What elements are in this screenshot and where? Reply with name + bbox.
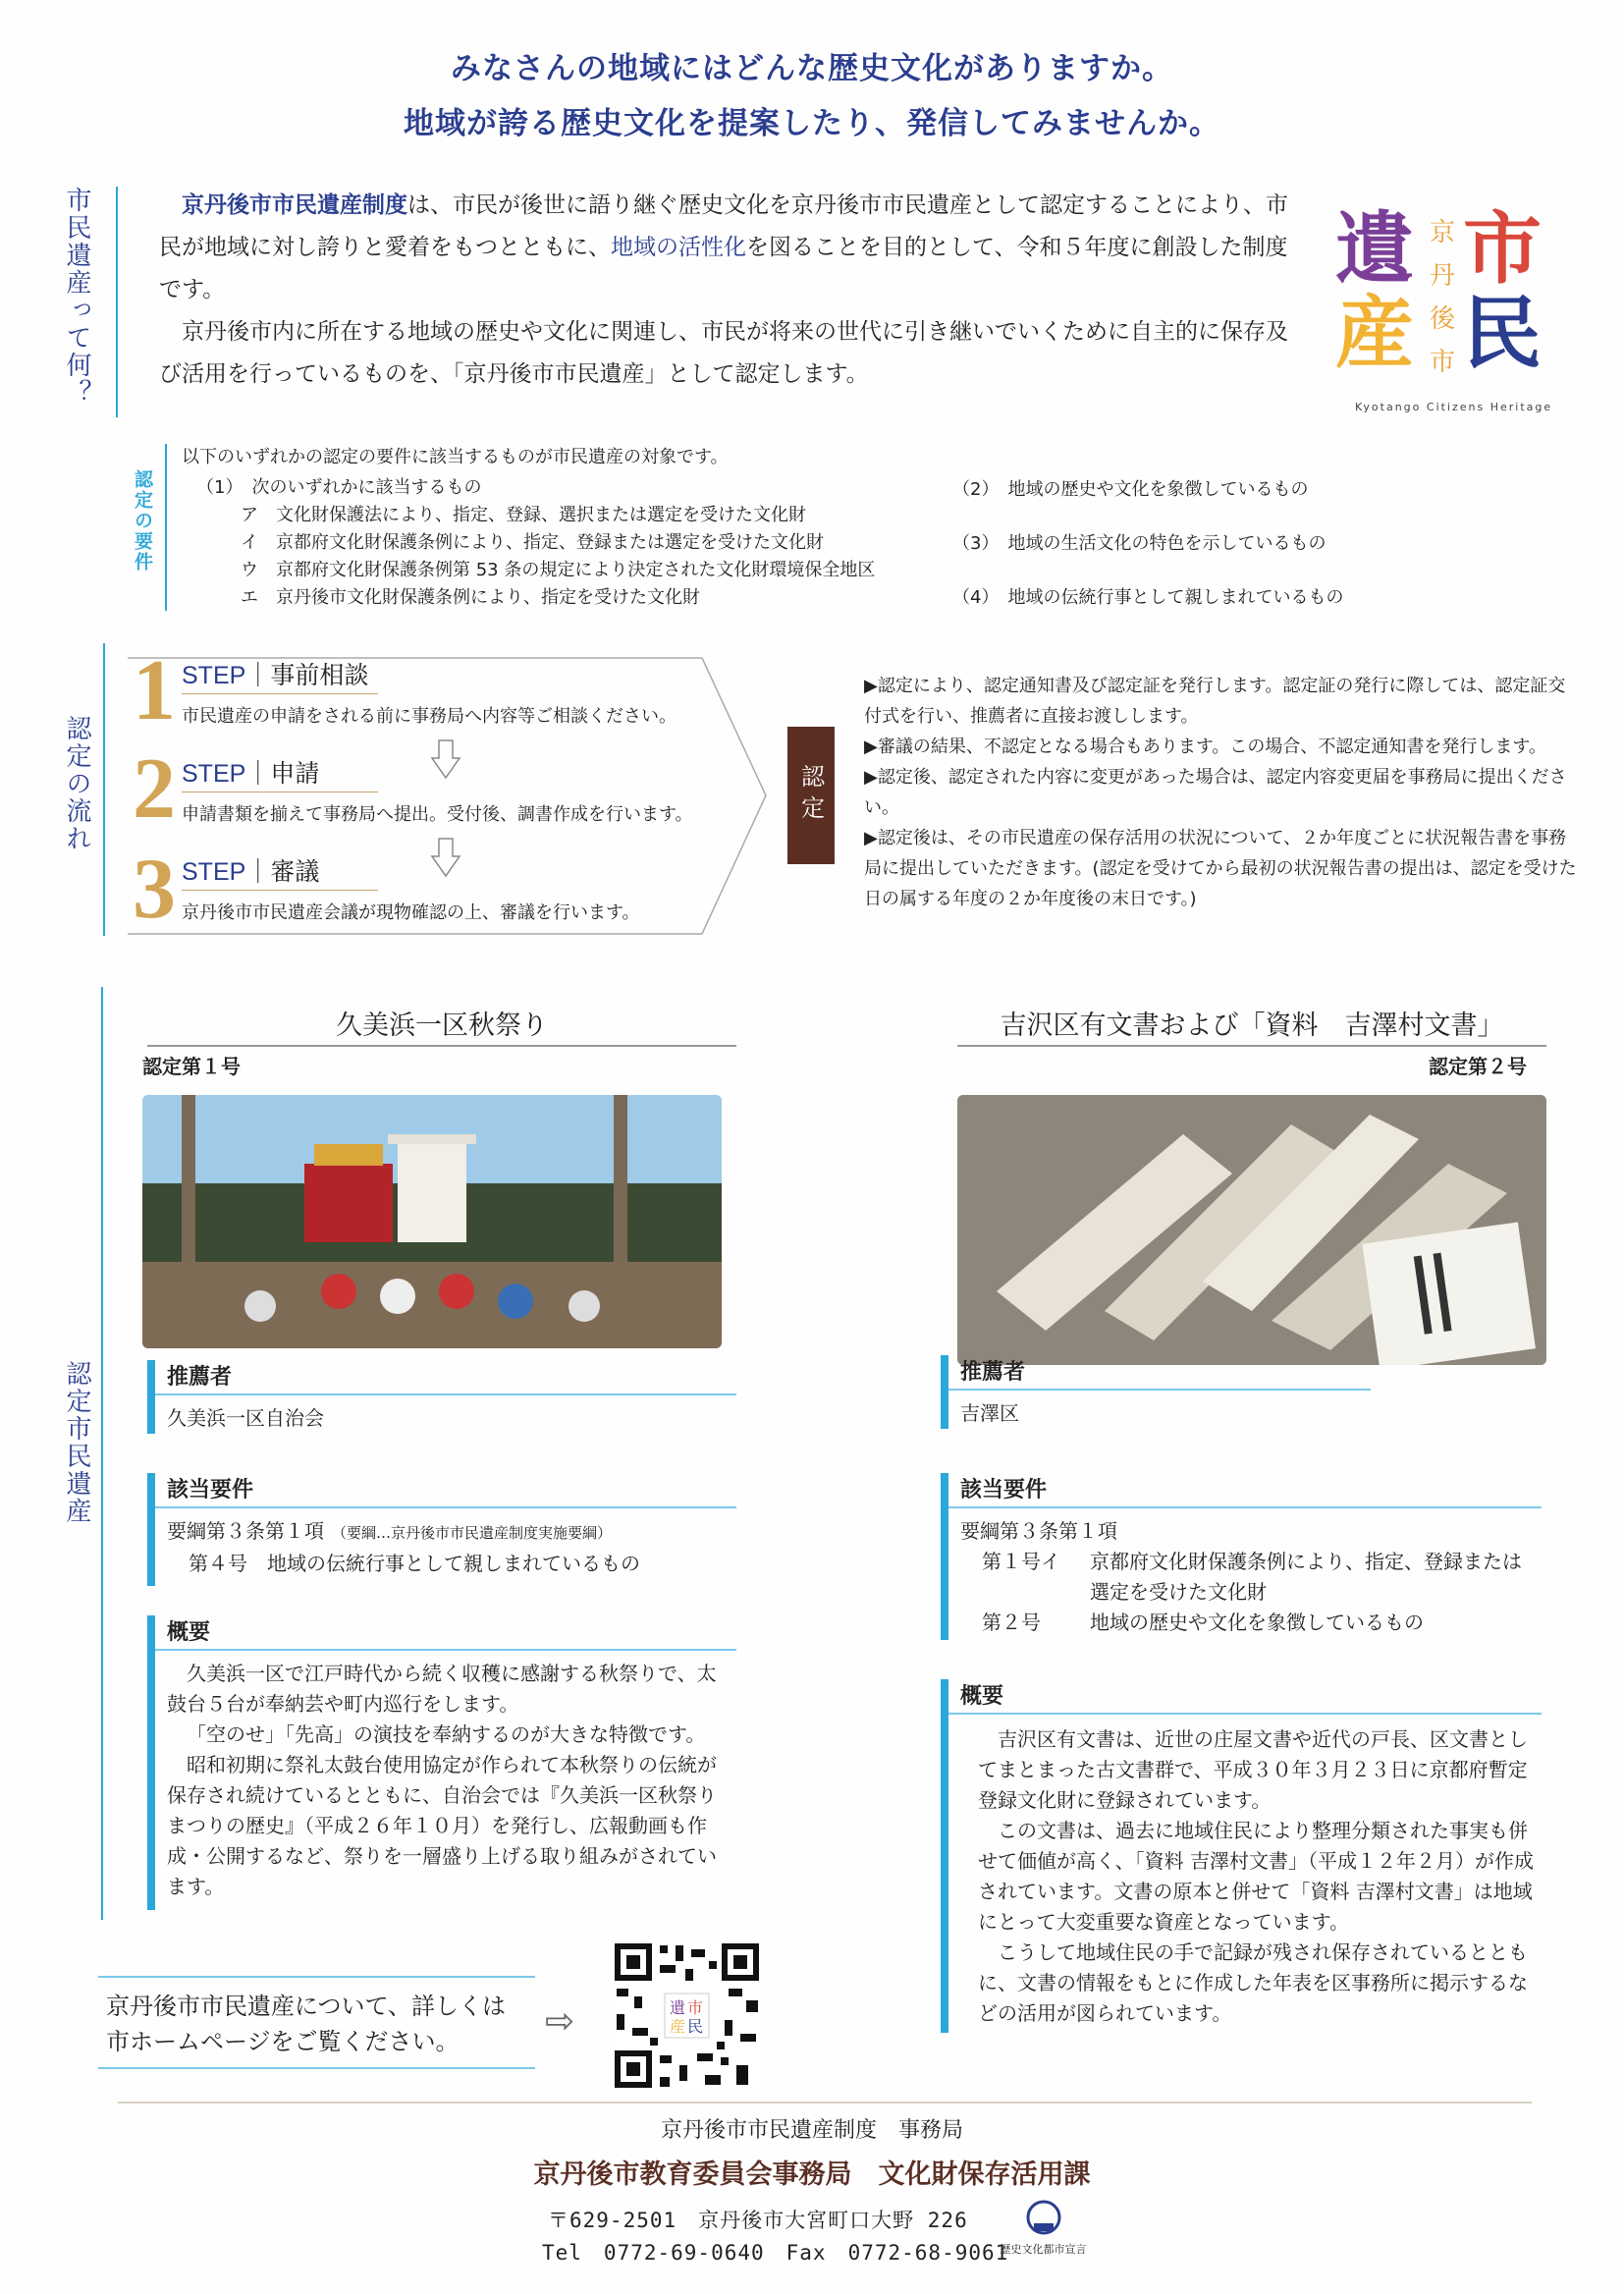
logo-char-shi-small: 市 — [1430, 348, 1456, 377]
step-2-desc: 申請書類を揃えて事務局へ提出。受付後、調書作成を行います。 — [182, 804, 693, 825]
cert-1-overview-p2: 「空のせ」「先高」の演技を奉納するのが大きな特徴です。 — [187, 1722, 706, 1746]
footer-line-1: 京丹後市市民遺産制度 事務局 — [660, 2118, 963, 2143]
info-text — [106, 1989, 506, 2059]
header-line-1: みなさんの地域にはどんな歴史文化がありますか。 — [451, 51, 1173, 86]
footer-tel: Tel 0772-69-0640 Fax 0772-68-9061 — [542, 2241, 1009, 2265]
nintei-box: 認定 — [787, 727, 835, 864]
intro-text — [159, 185, 1288, 396]
info-top-line — [98, 1976, 535, 1978]
flow-note-1: ▶認定により、認定通知書及び認定証を発行します。認定証の発行に際しては、認定証交付式を行い、推薦者に直接お渡しします。 — [864, 676, 1566, 727]
info-bottom-line — [98, 2067, 535, 2069]
intro-p1-b: を図ることを目的として、令和５年度に創設した制度です。 — [159, 235, 1288, 302]
history-city-badge — [987, 2198, 1100, 2276]
requirement-1-c: ウ 京都府文化財保護条例第 53 条の規定により決定された文化財環境保全地区 — [241, 560, 876, 580]
requirement-2: （2） 地域の歴史や文化を象徴しているもの — [952, 479, 1309, 500]
cert-1-recommender-heading: 推薦者 — [155, 1360, 736, 1395]
cert-1-photo — [142, 1095, 722, 1348]
cert-1-number: 認定第１号 — [142, 1055, 241, 1078]
cert-2-req-heading: 該当要件 — [948, 1473, 1542, 1508]
step-2-title: STEP｜申請 — [182, 754, 378, 792]
info-text-1: 京丹後市市民遺産について、詳しくは — [106, 1993, 507, 2020]
documents-photo-illustration — [957, 1095, 1546, 1365]
cert-2-req-sub1: 京都府文化財保護条例により、指定、登録または選定を受けた文化財 — [1090, 1550, 1522, 1604]
badge-text: 歴史文化都市宣言 — [1000, 2243, 1087, 2256]
flow-side-label: 認定の流れ — [62, 715, 91, 852]
cert-2-overview-box — [941, 1679, 1542, 2033]
cert-2-overview-heading: 概要 — [948, 1679, 1542, 1715]
down-arrow-icon — [430, 837, 461, 878]
cert-1-overview-heading: 概要 — [155, 1615, 736, 1651]
cert-1-recommender-box — [147, 1360, 736, 1434]
what-is-side-label: 市民遺産って何？ — [62, 187, 91, 407]
svg-text:産: 産 — [670, 2017, 686, 2036]
flow-notes — [864, 671, 1581, 914]
requirements-divider — [165, 444, 167, 611]
step-3-number: 3 — [133, 842, 176, 937]
logo-char-shi: 市 — [1463, 202, 1542, 295]
cert-1-overview-box — [147, 1615, 736, 1910]
step-3-desc: 京丹後市市民遺産会議が現物確認の上、審議を行います。 — [182, 902, 640, 923]
cert-2-photo — [957, 1095, 1546, 1365]
cert-2-number: 認定第２号 — [1429, 1055, 1527, 1078]
step-1-title: STEP｜事前相談 — [182, 656, 378, 694]
cert-1-recommender: 久美浜一区自治会 — [167, 1406, 324, 1430]
cert-2-recommender-heading: 推薦者 — [948, 1355, 1371, 1391]
certified-divider — [101, 987, 103, 1920]
cert-1-overview-p1: 久美浜一区で江戸時代から続く収穫に感謝する秋祭りで、太鼓台５台が奉納芸や町内巡行をします。 — [167, 1662, 717, 1716]
intro-highlight: 地域の活性化 — [611, 235, 746, 260]
cert-1-req-sub: 第４号 地域の伝統行事として親しまれているもの — [189, 1552, 640, 1575]
step-3-label: 審議 — [270, 857, 320, 886]
step-3-title: STEP｜審議 — [182, 852, 378, 891]
info-text-2: 市ホームページをご覧ください。 — [106, 2028, 460, 2055]
logo-char-i: 遺 — [1335, 202, 1414, 295]
requirement-1: （1） 次のいずれかに該当するもの — [196, 477, 482, 498]
footer-line-2: 京丹後市教育委員会事務局 文化財保存活用課 — [533, 2159, 1091, 2190]
flow-divider — [103, 643, 105, 936]
flow-note-4: ▶認定後は、その市民遺産の保存活用の状況について、２か年度ごとに状況報告書を事務局に提出していただきます。(認定を受けてから最初の状況報告書の提出は、認定を受けた日の属する年度の２か年度後の末日です。) — [864, 828, 1577, 909]
footer-top-line — [118, 2102, 1532, 2103]
intro-p2: 京丹後市内に所在する地域の歴史や文化に関連し、市民が将来の世代に引き継いでいくために自主的に保存及び活用を行っているものを、「京丹後市市民遺産」として認定します。 — [159, 319, 1288, 387]
svg-text:民: 民 — [687, 2017, 704, 2036]
cert-1-req-main: 要綱第３条第１項 — [167, 1519, 324, 1543]
festival-photo-illustration — [142, 1095, 722, 1348]
down-arrow-icon — [430, 738, 461, 780]
step-2-number: 2 — [133, 741, 176, 837]
logo-char-min: 民 — [1463, 287, 1542, 379]
svg-text:市: 市 — [687, 1998, 704, 2017]
cert-2-overview-p3: こうして地域住民の手で記録が残され保存されているとともに、文書の情報をもとに作成した年表を区事務所に掲示するなどの活用が図られています。 — [978, 1940, 1528, 2025]
intro-lead: 京丹後市市民遺産制度 — [182, 192, 407, 218]
requirement-3: （3） 地域の生活文化の特色を示しているもの — [952, 533, 1326, 554]
step-2-label: 申請 — [270, 759, 320, 788]
step-1-label: 事前相談 — [270, 661, 369, 689]
step-1-word: STEP — [182, 662, 246, 689]
requirement-1-a: ア 文化財保護法により、指定、登録、選択または選定を受けた文化財 — [241, 505, 806, 525]
flow-note-3: ▶認定後、認定された内容に変更があった場合は、認定内容変更届を事務局に提出ください。 — [864, 767, 1567, 818]
cert-2-req-sub2-no: 第２号 — [982, 1611, 1041, 1634]
requirements-intro: 以下のいずれかの認定の要件に該当するものが市民遺産の対象です。 — [182, 447, 729, 467]
cert-1-overview-p3: 昭和初期に祭礼太鼓台使用協定が作られて本秋祭りの伝統が保存され続けているとともに、自治会では『久美浜一区秋祭り まつりの歴史』（平成２６年１０月）を発行し、広報動画も作成・公開するなど、祭りを一層盛り上げる取り組みがされています。 — [167, 1753, 717, 1898]
qr-code[interactable] — [611, 1939, 763, 2092]
cert-2-overview-p1: 吉沢区有文書は、近世の庄屋文書や近代の戸長、区文書としてまとまった古文書群で、平成３０年３月２３日に京都府暫定登録文化財に登録されています。 — [978, 1727, 1528, 1812]
requirements-side-label: 認定の要件 — [132, 469, 153, 573]
cert-1-title-underline — [147, 1045, 736, 1047]
header-line-2: 地域が誇る歴史文化を提案したり、発信してみませんか。 — [404, 106, 1220, 141]
cert-2-overview-p2: この文書は、過去に地域住民により整理分類された事実も併せて価値が高く、「資料 吉澤村文書」（平成１２年２月）が作成されています。文書の原本と併せて「資料 吉澤村文書」は地域にとって大変重要な資産となっています。 — [978, 1819, 1534, 1934]
right-arrow-icon: ⇨ — [545, 2001, 575, 2042]
cert-2-recommender: 吉澤区 — [960, 1401, 1019, 1425]
cert-2-recommender-box — [941, 1355, 1542, 1429]
cert-2-req-sub2: 地域の歴史や文化を象徴しているもの — [1090, 1611, 1424, 1634]
logo-char-go: 後 — [1430, 304, 1456, 334]
step-1-desc: 市民遺産の申請をされる前に事務局へ内容等ご相談ください。 — [182, 706, 677, 727]
badge-emblem-icon — [1024, 2198, 1063, 2237]
step-3-word: STEP — [182, 858, 246, 886]
requirement-1-d: エ 京丹後市文化財保護条例により、指定を受けた文化財 — [241, 587, 700, 608]
requirement-4: （4） 地域の伝統行事として親しまれているもの — [952, 587, 1344, 608]
requirement-1-b: イ 京都府文化財保護条例により、指定、登録または選定を受けた文化財 — [241, 532, 824, 553]
cert-2-req-box — [941, 1473, 1542, 1640]
cert-2-title-underline — [957, 1045, 1546, 1047]
logo-char-san: 産 — [1335, 287, 1414, 379]
svg-text:遺: 遺 — [670, 1998, 686, 2017]
citizens-heritage-logo — [1335, 202, 1571, 422]
intro-p1-a: は、市民が後世に語り継ぐ歴史文化を京丹後市市民遺産として認定することにより、市民が地域に対し誇りと愛着をもつとともに、 — [159, 192, 1288, 260]
cert-1-req-box — [147, 1473, 736, 1586]
cert-1-title: 久美浜一区秋祭り — [336, 1010, 548, 1041]
logo-subtitle: Kyotango Citizens Heritage — [1355, 401, 1553, 413]
step-1-number: 1 — [133, 643, 176, 738]
flow-note-2: ▶審議の結果、不認定となる場合もあります。この場合、不認定通知書を発行します。 — [864, 737, 1546, 757]
cert-1-req-heading: 該当要件 — [155, 1473, 736, 1508]
cert-1-req-note: （要綱…京丹後市市民遺産制度実施要綱） — [332, 1524, 613, 1542]
what-is-divider — [116, 187, 118, 417]
cert-2-req-main: 要綱第３条第１項 — [960, 1519, 1117, 1543]
footer-address: 〒629-2501 京丹後市大宮町口大野 226 — [548, 2209, 968, 2232]
certified-side-label: 認定市民遺産 — [62, 1360, 91, 1525]
cert-2-title: 吉沢区有文書および「資料 吉澤村文書」 — [1000, 1010, 1504, 1041]
logo-char-tan: 丹 — [1430, 261, 1456, 291]
flow-chevron-outline — [128, 656, 776, 936]
cert-2-req-sub1-no: 第１号イ — [982, 1550, 1060, 1573]
step-2-word: STEP — [182, 760, 246, 788]
logo-char-kyo: 京 — [1430, 218, 1456, 247]
